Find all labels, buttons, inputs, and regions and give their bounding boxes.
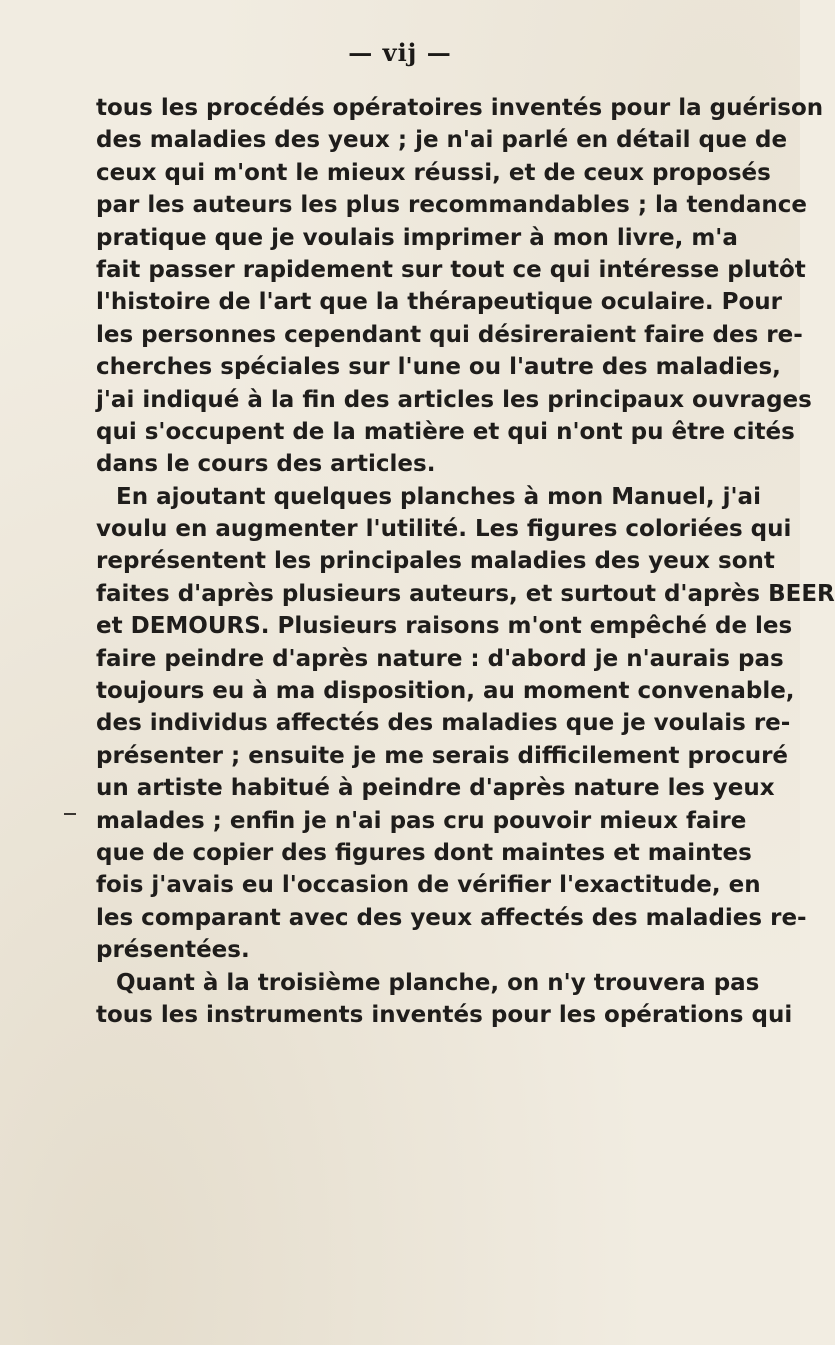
text-line: les comparant avec des yeux affectés des maladies re- <box>96 904 807 931</box>
text-line: fois j'avais eu l'occasion de vérifier l'exactitude, en <box>96 872 761 899</box>
text-line: fait passer rapidement sur tout ce qui intéresse plutôt <box>96 256 806 283</box>
text-line: un artiste habitué à peindre d'après nature les yeux <box>96 775 775 802</box>
text-line: présenter ; ensuite je me serais difficilement procuré <box>96 742 789 769</box>
text-line: pratique que je voulais imprimer à mon livre, m'a <box>96 224 738 251</box>
text-line: représentent les principales maladies des yeux sont <box>96 548 775 575</box>
text-line: Quant à la troisième planche, on n'y trouvera pas <box>116 969 760 996</box>
text-line: faire peindre d'après nature : d'abord je n'aurais pas <box>96 645 784 672</box>
text-line: dans le cours des articles. <box>96 451 436 478</box>
text-line: j'ai indiqué à la fin des articles les principaux ouvrages <box>96 386 812 413</box>
text-line: l'histoire de l'art que la thérapeutique oculaire. Pour <box>96 289 782 316</box>
text-line: présentées. <box>96 937 250 964</box>
text-line: En ajoutant quelques planches à mon Manuel, j'ai <box>116 483 761 510</box>
text-line: tous les procédés opératoires inventés pour la guérison <box>96 95 824 121</box>
text-line: des individus affectés des maladies que je voulais re- <box>96 710 791 737</box>
text-line: toujours eu à ma disposition, au moment convenable, <box>96 678 795 705</box>
margin-mark <box>64 813 76 815</box>
text-line: par les auteurs les plus recommandables ; la tendance <box>96 192 808 219</box>
text-line: voulu en augmenter l'utilité. Les figures coloriées qui <box>96 516 792 543</box>
text-line: malades ; enfin je n'ai pas cru pouvoir mieux faire <box>96 807 747 834</box>
page-number-header: — vij — <box>348 38 452 67</box>
body-text <box>96 92 835 1031</box>
text-line: faites d'après plusieurs auteurs, et surtout d'après BEER <box>96 580 835 607</box>
text-line: et DEMOURS. Plusieurs raisons m'ont empêché de les <box>96 613 793 640</box>
text-line: tous les instruments inventés pour les opérations qui <box>96 1001 793 1028</box>
text-line: que de copier des figures dont maintes et maintes <box>96 839 752 866</box>
text-line: ceux qui m'ont le mieux réussi, et de ceux proposés <box>96 159 771 186</box>
text-line: des maladies des yeux ; je n'ai parlé en détail que de <box>96 127 788 154</box>
text-line: les personnes cependant qui désireraient faire des re- <box>96 321 803 348</box>
text-line: qui s'occupent de la matière et qui n'ont pu être cités <box>96 418 795 445</box>
text-line: cherches spéciales sur l'une ou l'autre des maladies, <box>96 354 781 381</box>
